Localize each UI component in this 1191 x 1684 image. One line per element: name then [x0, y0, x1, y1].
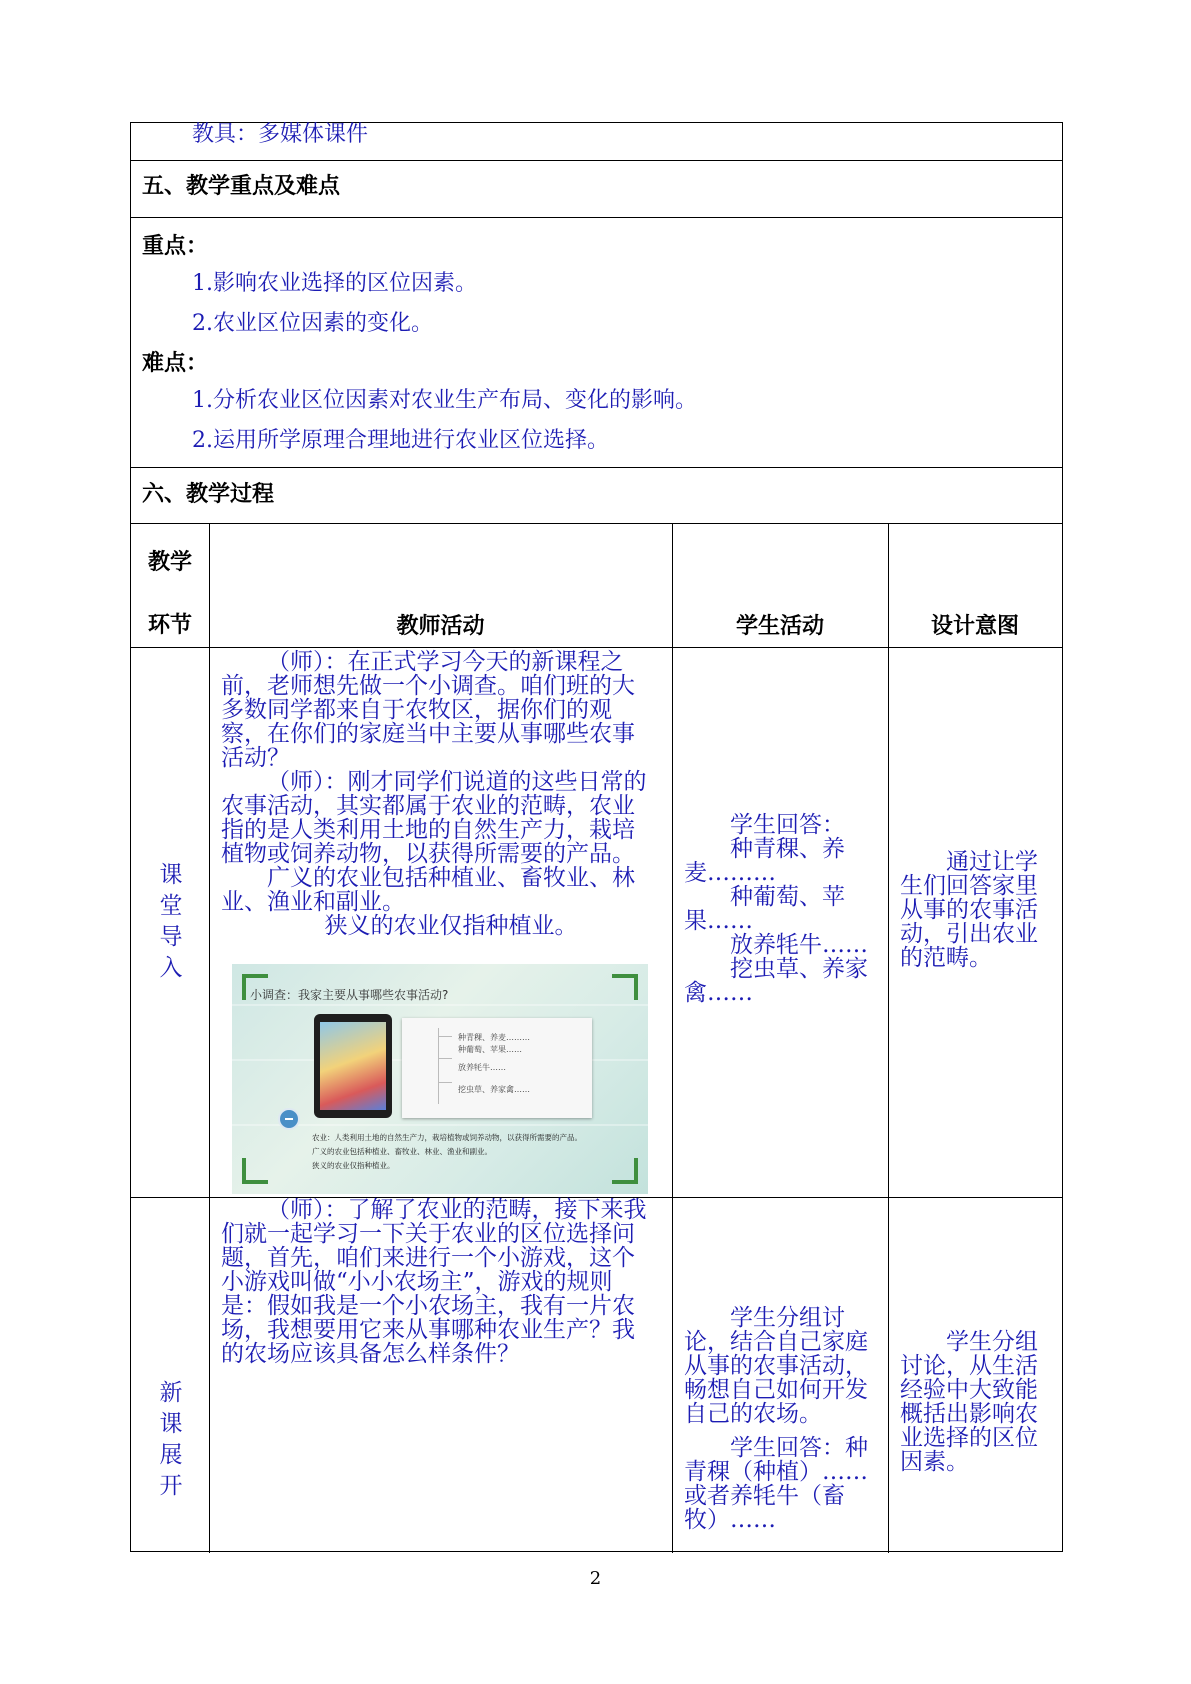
- slide-item: 挖虫草、养家禽……: [458, 1085, 530, 1094]
- student-para: 学生回答：: [730, 812, 845, 838]
- key-point-1: 1.影响农业选择的区位因素。: [192, 271, 477, 296]
- column-divider: [209, 523, 210, 1553]
- slide-collapse-icon: [278, 1108, 300, 1130]
- stage-header-top: 教学: [147, 550, 192, 575]
- teacher-para: 广义的农业包括种植业、畜牧业、林业、渔业和副业。: [221, 865, 635, 915]
- student-para: 挖虫草、养家禽……: [684, 956, 868, 1006]
- key-point-2: 2.农业区位因素的变化。: [192, 311, 433, 336]
- section6-heading: 六、教学过程: [142, 482, 275, 507]
- slide-definition-line: 广义的农业包括种植业、畜牧业、林业、渔业和副业。: [312, 1147, 492, 1156]
- page-number: 2: [589, 1568, 602, 1589]
- design-intent-header: 设计意图: [930, 614, 1019, 639]
- slide-item: 种葡萄、苹果……: [458, 1045, 522, 1054]
- student-para: 学生回答：种青稞（种植）……或者养牦牛（畜牧）……: [684, 1435, 868, 1533]
- intro-teacher-activity: [221, 650, 654, 938]
- intro-design-intent: 通过让学生们回答家里从事的农事活动，引出农业的范畴。: [900, 849, 1038, 971]
- student-para: 学生分组讨论，结合自己家庭从事的农事活动，畅想自己如何开发自己的农场。: [684, 1305, 868, 1427]
- teacher-activity-header: 教师活动: [396, 614, 485, 639]
- student-activity-header: 学生活动: [735, 614, 824, 639]
- student-para: 种青稞、养麦………: [684, 836, 845, 886]
- slide-answer-card: [402, 1018, 592, 1118]
- key-points-label: 重点：: [142, 234, 209, 259]
- courseware-slide-image: [232, 964, 648, 1194]
- difficulty-point-1: 1.分析农业区位因素对农业生产布局、变化的影响。: [192, 388, 697, 413]
- row-divider: [131, 217, 1062, 218]
- slide-definition-line: 农业：人类利用土地的自然生产力，栽培植物或饲养动物，以获得所需要的产品。: [312, 1133, 582, 1142]
- tablet-illustration: [314, 1014, 392, 1118]
- teacher-para: （师）：了解了农业的范畴，接下来我们就一起学习一下关于农业的区位选择问题，首先，咱们来进行一个小游戏，这个小游戏叫做“小小农场主”，游戏的规则是：假如我是一个小农场主，我有一片农场，我想要用它来从事哪种农业生产？我的农场应该具备怎么样条件？: [221, 1197, 647, 1367]
- new-lesson-design-intent: 学生分组讨论，从生活经验中大致能概括出影响农业选择的区位因素。: [900, 1329, 1038, 1475]
- teacher-para: （师）：在正式学习今天的新课程之前，老师想先做一个小调查。咱们班的大多数同学都来自于农牧区，据你们的观察，在你们的家庭当中主要从事哪些农事活动？: [221, 649, 635, 771]
- stage-header-bottom: 环节: [147, 613, 192, 638]
- teacher-para: 狭义的农业仅指种植业。: [324, 913, 578, 939]
- row-divider: [131, 647, 1062, 648]
- row-divider: [131, 467, 1062, 468]
- new-lesson-teacher-activity: [221, 1198, 654, 1366]
- column-divider: [672, 523, 673, 1553]
- slide-definition-line: 狭义的农业仅指种植业。: [312, 1161, 395, 1170]
- teaching-tools-line: 教具：多媒体课件: [192, 122, 369, 147]
- slide-item: 种青稞、养麦………: [458, 1033, 530, 1042]
- intro-student-activity: [684, 813, 874, 1005]
- slide-item: 放养牦牛……: [458, 1063, 506, 1072]
- student-para: 种葡萄、苹果……: [684, 884, 845, 934]
- slide-title: 小调查：我家主要从事哪些农事活动?: [250, 988, 449, 1002]
- difficulty-point-2: 2.运用所学原理合理地进行农业区位选择。: [192, 428, 609, 453]
- column-divider: [888, 523, 889, 1553]
- row-divider: [131, 523, 1062, 524]
- stage-new-lesson: 新 课 展 开: [159, 1380, 183, 1499]
- teacher-para: （师）：刚才同学们说道的这些日常的农事活动，其实都属于农业的范畴，农业指的是人类利用土地的自然生产力，栽培植物或饲养动物，以获得所需要的产品。: [221, 769, 647, 867]
- new-lesson-student-activity: [684, 1306, 874, 1532]
- difficulty-label: 难点：: [142, 351, 209, 376]
- row-divider: [131, 160, 1062, 161]
- student-para: 放养牦牛……: [730, 932, 868, 958]
- section5-heading: 五、教学重点及难点: [142, 174, 341, 199]
- stage-intro: 课 堂 导 入: [159, 862, 183, 981]
